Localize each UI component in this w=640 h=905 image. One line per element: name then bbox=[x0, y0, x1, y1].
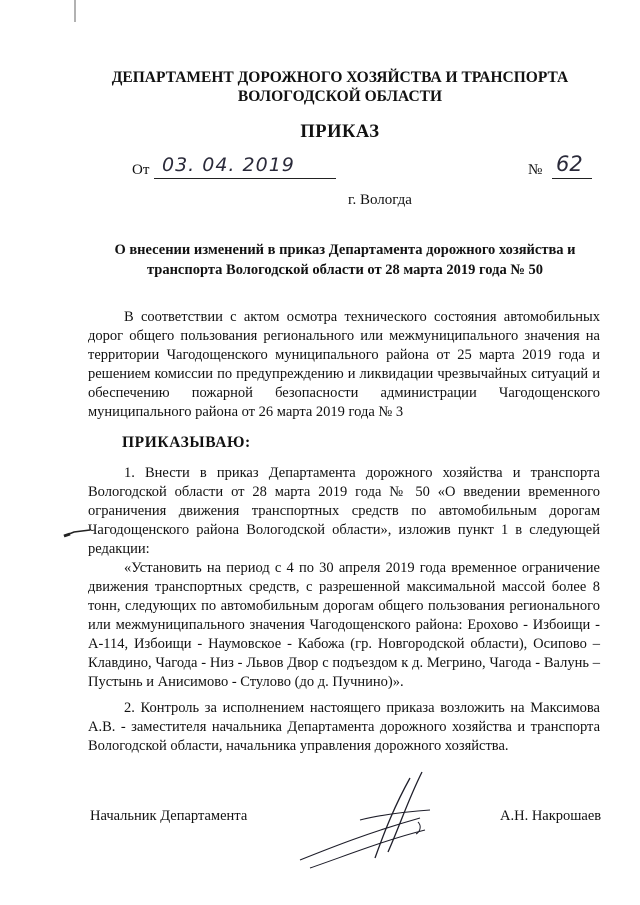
item-2-paragraph: 2. Контроль за исполнением настоящего приказа возложить на Максимова А.В. - заместителя начальника Департамента дорожного хозяйства и транспорта Вологодской области, начальника управления дорожного хозяйства. bbox=[88, 700, 600, 754]
department-header bbox=[80, 68, 600, 106]
date-underline bbox=[154, 178, 336, 179]
department-line-2: ВОЛОГОДСКОЙ ОБЛАСТИ bbox=[237, 88, 443, 105]
number-underline bbox=[552, 178, 592, 179]
handwritten-number: 62 bbox=[556, 152, 583, 176]
handwritten-signature-icon bbox=[290, 760, 440, 870]
number-label: № bbox=[528, 162, 543, 178]
subject-line-1: О внесении изменений в приказ Департамента дорожного хозяйства и bbox=[114, 242, 576, 258]
department-line-1: ДЕПАРТАМЕНТ ДОРОЖНОГО ХОЗЯЙСТВА И ТРАНСПОРТА bbox=[111, 69, 569, 86]
signatory-name: А.Н. Накрошаев bbox=[500, 808, 602, 824]
scan-edge-mark bbox=[73, 0, 77, 24]
signatory-title: Начальник Департамента bbox=[90, 808, 248, 824]
order-word: ПРИКАЗЫВАЮ: bbox=[122, 434, 251, 451]
preamble-paragraph: В соответствии с актом осмотра технического состояния автомобильных дорог общего пользования регионального или межмуниципального значения на территории Чагодощенского муниципального района от 25 марта 2019 года и решением комиссии по предупреждению и ликвидации чрезвычайных ситуаций и обеспечению пожарной безопасности администрации Чагодощенского муниципального района от 26 марта 2019 года № 3 bbox=[88, 309, 600, 420]
item-1-paragraph: 1. Внести в приказ Департамента дорожного хозяйства и транспорта Вологодской области от 28 марта 2019 года № 50 «О введении временного ограничения движения транспортных средств по автомобильным дорогам Чагодощенского района Вологодской области», изложив пункт 1 в следующей редакции: bbox=[88, 465, 600, 557]
document-subject bbox=[95, 240, 595, 280]
item-1-quote-paragraph: «Установить на период с 4 по 30 апреля 2019 года временное ограничение движения транспортных средств, с разрешенной максимальной массой более 8 тонн, следующих по автомобильным дорогам общего пользования регионального или межмуниципального значения Чагодощенского района: Ерохово - Избоищи - А-114, Избоищи - Наумовское - Кабожа (гр. Новгородской области), Осипово – Клавдино, Чагода - Низ - Львов Двор с подъездом к д. Мегрино, Чагода - Валунь – Пустынь и Анисимово - Стулово (до д. Пучнино)». bbox=[88, 560, 600, 690]
date-number-row bbox=[120, 152, 600, 184]
document-type: ПРИКАЗ bbox=[300, 122, 380, 142]
date-label: От bbox=[132, 162, 150, 178]
margin-pen-mark bbox=[62, 526, 92, 540]
handwritten-date: 03. 04. 2019 bbox=[162, 154, 295, 176]
subject-line-2: транспорта Вологодской области от 28 марта 2019 года № 50 bbox=[146, 262, 544, 278]
city: г. Вологда bbox=[348, 192, 412, 208]
